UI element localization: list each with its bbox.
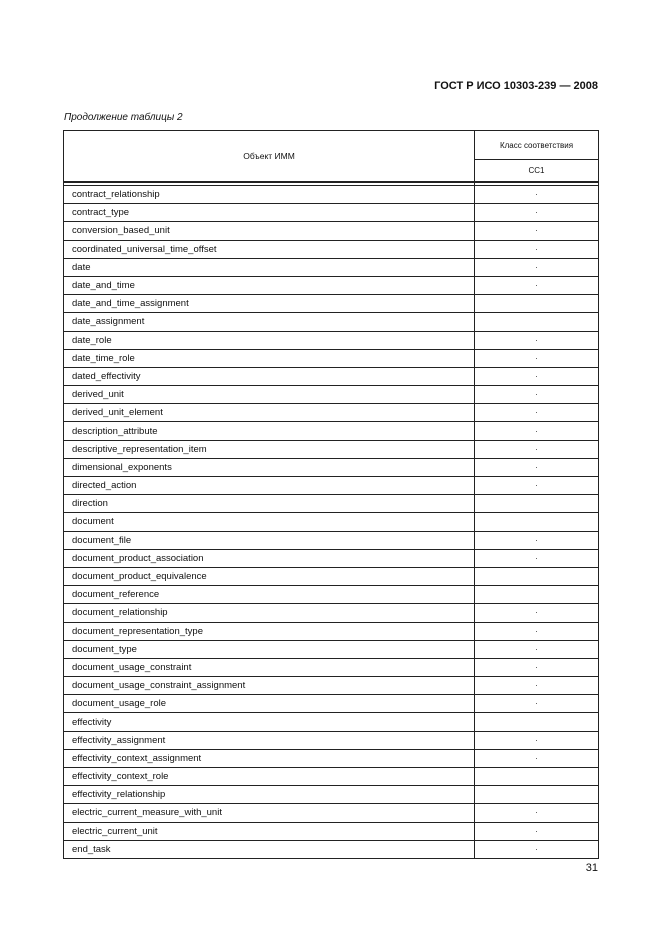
cc1-mark-cell: · <box>475 458 599 476</box>
cc1-mark-cell: · <box>475 477 599 495</box>
cc1-mark-cell <box>475 513 599 531</box>
table-row <box>64 749 599 767</box>
object-name-cell: date_role <box>64 331 475 349</box>
cc1-mark-cell <box>475 586 599 604</box>
cc1-mark-cell <box>475 713 599 731</box>
cc1-mark-cell: · <box>475 622 599 640</box>
cc1-mark-cell: · <box>475 276 599 294</box>
cc1-mark-cell: · <box>475 186 599 204</box>
table-row <box>64 440 599 458</box>
table-row <box>64 204 599 222</box>
object-name-cell: direction <box>64 495 475 513</box>
table-row <box>64 768 599 786</box>
cc1-mark-cell: · <box>475 804 599 822</box>
table-row <box>64 622 599 640</box>
object-name-cell: document_reference <box>64 586 475 604</box>
table-row <box>64 240 599 258</box>
cc1-mark-cell: · <box>475 549 599 567</box>
cc1-mark-cell <box>475 295 599 313</box>
table-row <box>64 295 599 313</box>
cc1-mark-cell: · <box>475 531 599 549</box>
object-name-cell: descriptive_representation_item <box>64 440 475 458</box>
object-name-cell: document_product_equivalence <box>64 567 475 585</box>
object-name-cell: effectivity_context_assignment <box>64 749 475 767</box>
object-name-cell: document_usage_constraint <box>64 658 475 676</box>
object-name-cell: contract_type <box>64 204 475 222</box>
object-name-cell: date_and_time <box>64 276 475 294</box>
object-name-cell: end_task <box>64 840 475 858</box>
cc1-mark-cell: · <box>475 677 599 695</box>
table-row <box>64 458 599 476</box>
table-row <box>64 586 599 604</box>
object-name-cell: dimensional_exponents <box>64 458 475 476</box>
table-row <box>64 367 599 385</box>
page-number: 31 <box>585 862 598 874</box>
object-name-cell: document <box>64 513 475 531</box>
cc1-mark-cell: · <box>475 204 599 222</box>
table-row <box>64 331 599 349</box>
cc1-mark-cell <box>475 786 599 804</box>
object-name-cell: contract_relationship <box>64 186 475 204</box>
table-row <box>64 258 599 276</box>
cc1-mark-cell: · <box>475 349 599 367</box>
table-row <box>64 531 599 549</box>
table-row <box>64 513 599 531</box>
table-row <box>64 222 599 240</box>
object-name-cell: document_representation_type <box>64 622 475 640</box>
conformance-table <box>63 130 599 859</box>
column-header-class: Класс соответствия <box>475 131 599 160</box>
cc1-mark-cell: · <box>475 695 599 713</box>
cc1-mark-cell: · <box>475 422 599 440</box>
object-name-cell: document_product_association <box>64 549 475 567</box>
table-row <box>64 731 599 749</box>
object-name-cell: effectivity_context_role <box>64 768 475 786</box>
table-row <box>64 677 599 695</box>
table-row <box>64 658 599 676</box>
cc1-mark-cell <box>475 313 599 331</box>
object-name-cell: document_type <box>64 640 475 658</box>
object-name-cell: date_time_role <box>64 349 475 367</box>
table-row <box>64 477 599 495</box>
object-name-cell: date_assignment <box>64 313 475 331</box>
table-row <box>64 567 599 585</box>
object-name-cell: conversion_based_unit <box>64 222 475 240</box>
table-row <box>64 604 599 622</box>
object-name-cell: derived_unit <box>64 386 475 404</box>
cc1-mark-cell <box>475 768 599 786</box>
table-row <box>64 713 599 731</box>
table-row <box>64 422 599 440</box>
table-row <box>64 495 599 513</box>
cc1-mark-cell: · <box>475 640 599 658</box>
object-name-cell: effectivity <box>64 713 475 731</box>
cc1-mark-cell <box>475 495 599 513</box>
cc1-mark-cell: · <box>475 822 599 840</box>
object-name-cell: derived_unit_element <box>64 404 475 422</box>
object-name-cell: effectivity_relationship <box>64 786 475 804</box>
object-name-cell: description_attribute <box>64 422 475 440</box>
cc1-mark-cell: · <box>475 331 599 349</box>
table-row <box>64 695 599 713</box>
object-name-cell: dated_effectivity <box>64 367 475 385</box>
table-row <box>64 386 599 404</box>
table-caption: Продолжение таблицы 2 <box>64 112 183 123</box>
cc1-mark-cell: · <box>475 222 599 240</box>
cc1-mark-cell: · <box>475 731 599 749</box>
object-name-cell: directed_action <box>64 477 475 495</box>
table-row <box>64 549 599 567</box>
table-row <box>64 840 599 858</box>
cc1-mark-cell: · <box>475 258 599 276</box>
cc1-mark-cell: · <box>475 604 599 622</box>
cc1-mark-cell: · <box>475 367 599 385</box>
object-name-cell: document_usage_role <box>64 695 475 713</box>
cc1-mark-cell: · <box>475 658 599 676</box>
table-row <box>64 804 599 822</box>
table-row <box>64 822 599 840</box>
object-name-cell: electric_current_measure_with_unit <box>64 804 475 822</box>
cc1-mark-cell: · <box>475 840 599 858</box>
cc1-mark-cell: · <box>475 240 599 258</box>
table-row <box>64 404 599 422</box>
column-header-object: Объект ИММ <box>64 131 475 183</box>
cc1-mark-cell: · <box>475 440 599 458</box>
cc1-mark-cell: · <box>475 386 599 404</box>
document-header: ГОСТ Р ИСО 10303-239 — 2008 <box>434 80 598 92</box>
object-name-cell: electric_current_unit <box>64 822 475 840</box>
object-name-cell: date <box>64 258 475 276</box>
table-row <box>64 640 599 658</box>
table-row <box>64 313 599 331</box>
cc1-mark-cell: · <box>475 749 599 767</box>
object-name-cell: document_relationship <box>64 604 475 622</box>
table-row <box>64 349 599 367</box>
object-name-cell: document_file <box>64 531 475 549</box>
cc1-mark-cell <box>475 567 599 585</box>
cc1-mark-cell: · <box>475 404 599 422</box>
object-name-cell: effectivity_assignment <box>64 731 475 749</box>
table-row <box>64 186 599 204</box>
column-header-cc1: CC1 <box>475 160 599 182</box>
object-name-cell: document_usage_constraint_assignment <box>64 677 475 695</box>
object-name-cell: date_and_time_assignment <box>64 295 475 313</box>
object-name-cell: coordinated_universal_time_offset <box>64 240 475 258</box>
table-row <box>64 276 599 294</box>
table-row <box>64 786 599 804</box>
